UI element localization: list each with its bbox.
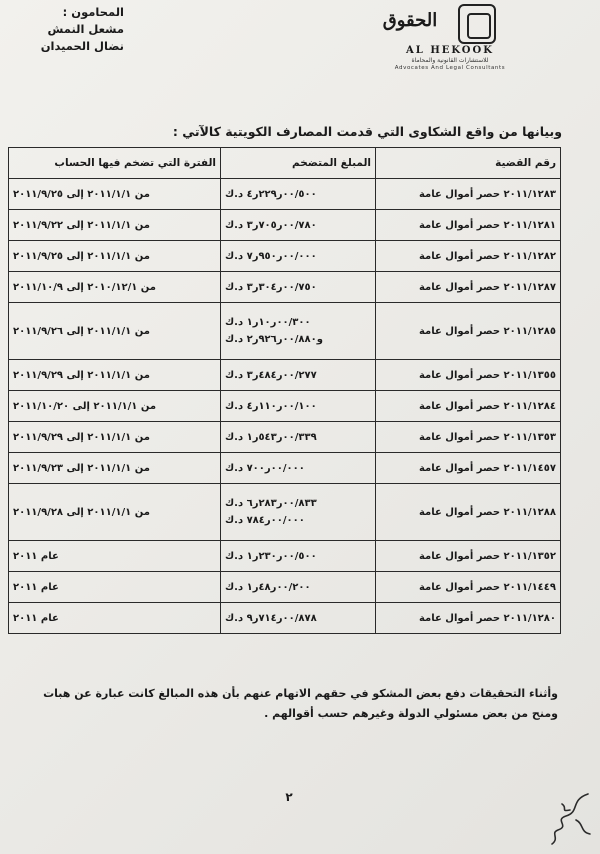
table-header-row	[9, 148, 561, 179]
cell-amount	[221, 179, 376, 210]
cell-period	[9, 303, 221, 360]
table-row	[9, 484, 561, 541]
cell-period	[9, 272, 221, 303]
period-line: من ٢٠١١/١/١ إلى ٢٠١١/٩/٢٣	[13, 462, 150, 474]
cases-table	[8, 147, 561, 634]
table-row	[9, 241, 561, 272]
cell-period	[9, 422, 221, 453]
page-number: ٢	[285, 790, 293, 804]
cell-case-number: ٢٠١١/١٣٥٥ حصر أموال عامة	[376, 360, 561, 391]
header-amount: المبلغ المتضخم	[221, 148, 376, 179]
amount-line: ٠٠/٠٠٠ر٧٨٤ د.ك	[225, 515, 305, 526]
cell-period	[9, 484, 221, 541]
lawyers-block	[14, 4, 124, 55]
amount-line: و٠٠/٨٨٠ر٩٢٦ر٢ د.ك	[225, 334, 323, 345]
period-line: عام ٢٠١١	[13, 550, 59, 562]
lawyer-name: مشعل النمش	[47, 22, 124, 36]
cell-case-number: ٢٠١١/١٢٨٥ حصر أموال عامة	[376, 303, 561, 360]
cell-amount	[221, 272, 376, 303]
header-period: الفترة التي تضخم فيها الحساب	[9, 148, 221, 179]
amount-line: ٠٠/١٠٠ر١١٠ر٤ د.ك	[225, 400, 317, 412]
logo-tagline-english: Advocates And Legal Consultants	[394, 65, 506, 71]
cell-period	[9, 360, 221, 391]
cell-case-number: ٢٠١١/١٤٥٧ حصر أموال عامة	[376, 453, 561, 484]
cell-amount	[221, 453, 376, 484]
cell-case-number: ٢٠١١/١٢٨٣ حصر أموال عامة	[376, 179, 561, 210]
table-row	[9, 179, 561, 210]
cell-amount	[221, 241, 376, 272]
amount-line: ٠٠/٢٧٧ر٤٨٤ر٣ د.ك	[225, 369, 317, 381]
table-row	[9, 391, 561, 422]
cell-case-number: ٢٠١١/١٣٥٣ حصر أموال عامة	[376, 422, 561, 453]
header-case-number: رقم القضية	[376, 148, 561, 179]
cell-case-number: ٢٠١١/١٢٨٧ حصر أموال عامة	[376, 272, 561, 303]
cell-case-number: ٢٠١١/١٢٨٠ حصر أموال عامة	[376, 603, 561, 634]
amount-line: ٠٠/٥٠٠ر٢٣٠ر١ د.ك	[225, 550, 317, 562]
table-row	[9, 422, 561, 453]
cell-amount	[221, 422, 376, 453]
cell-period	[9, 179, 221, 210]
table-row	[9, 453, 561, 484]
amount-line: ٠٠/٣٣٩ر٥٤٣ر١ د.ك	[225, 431, 317, 443]
table-row	[9, 360, 561, 391]
period-line: من ٢٠١١/١/١ إلى ٢٠١١/١٠/٢٠	[13, 400, 157, 412]
period-line: عام ٢٠١١	[13, 612, 59, 624]
cell-case-number: ٢٠١١/١٢٨٨ حصر أموال عامة	[376, 484, 561, 541]
cell-period	[9, 603, 221, 634]
period-line: من ٢٠١١/١/١ إلى ٢٠١١/٩/٢٢	[13, 219, 150, 231]
cell-period	[9, 572, 221, 603]
cell-amount	[221, 210, 376, 241]
cell-amount	[221, 360, 376, 391]
cell-amount	[221, 572, 376, 603]
cell-period	[9, 391, 221, 422]
period-line: من ٢٠١١/١/١ إلى ٢٠١١/٩/٢٦	[13, 325, 150, 337]
period-line: من ٢٠١٠/١٢/١ إلى ٢٠١١/١٠/٩	[13, 281, 156, 293]
table-row	[9, 541, 561, 572]
amount-line: ٠٠/٨٧٨ر٧١٤ر٩ د.ك	[225, 612, 317, 624]
cell-case-number: ٢٠١١/١٣٥٢ حصر أموال عامة	[376, 541, 561, 572]
cell-amount	[221, 603, 376, 634]
period-line: من ٢٠١١/١/١ إلى ٢٠١١/٩/٢٨	[13, 506, 150, 518]
cell-case-number: ٢٠١١/١٢٨١ حصر أموال عامة	[376, 210, 561, 241]
lawyers-heading: المحامون :	[62, 5, 124, 19]
signature	[540, 790, 598, 850]
logo-arabic-text: الحقوق	[382, 10, 438, 31]
amount-line: ٠٠/٧٥٠ر٣٠٤ر٣ د.ك	[225, 281, 317, 293]
cell-case-number: ٢٠١١/١٢٨٤ حصر أموال عامة	[376, 391, 561, 422]
period-line: من ٢٠١١/١/١ إلى ٢٠١١/٩/٢٩	[13, 369, 150, 381]
table-row	[9, 603, 561, 634]
period-line: من ٢٠١١/١/١ إلى ٢٠١١/٩/٢٥	[13, 250, 150, 262]
cell-period	[9, 453, 221, 484]
cell-amount	[221, 484, 376, 541]
table-row	[9, 210, 561, 241]
period-line: من ٢٠١١/١/١ إلى ٢٠١١/٩/٢٥	[13, 188, 150, 200]
cell-period	[9, 241, 221, 272]
amount-line: ٠٠/٣٠٠ر١٠ر١ د.ك	[225, 317, 311, 328]
period-line: عام ٢٠١١	[13, 581, 59, 593]
amount-line: ٠٠/٠٠٠ر٧٠٠ د.ك	[225, 462, 305, 474]
amount-line: ٠٠/٨٣٣ر٢٨٣ر٦ د.ك	[225, 498, 317, 509]
firm-logo	[375, 4, 530, 74]
cell-case-number: ٢٠١١/١٢٨٢ حصر أموال عامة	[376, 241, 561, 272]
logo-tagline-arabic: للاستشارات القانونية والمحاماة	[411, 57, 489, 64]
intro-sentence: وبيانها من واقع الشكاوى التي قدمت المصارف الكويتية كالآتي :	[172, 124, 562, 139]
period-line: من ٢٠١١/١/١ إلى ٢٠١١/٩/٢٩	[13, 431, 150, 443]
cell-amount	[221, 391, 376, 422]
cell-period	[9, 210, 221, 241]
amount-line: ٠٠/٠٠٠ر٩٥٠ر٧ د.ك	[225, 250, 317, 262]
logo-name: AL HEKOOK	[406, 45, 494, 56]
table-row	[9, 303, 561, 360]
cell-case-number: ٢٠١١/١٤٤٩ حصر أموال عامة	[376, 572, 561, 603]
amount-line: ٠٠/٢٠٠ر٤٨ر١ د.ك	[225, 581, 311, 593]
cell-period	[9, 541, 221, 572]
amount-line: ٠٠/٥٠٠ر٢٢٩ر٤ د.ك	[225, 188, 317, 200]
closing-paragraph: وأثناء التحقيقات دفع بعض المشكو في حقهم الاتهام عنهم بأن هذه المبالغ كانت عبارة عن هبات ومنح من بعض مسئولي الدولة وغيرهم حسب أقوالهم .	[43, 687, 558, 720]
cell-amount	[221, 303, 376, 360]
lawyer-name: نضال الحميدان	[40, 39, 124, 53]
cell-amount	[221, 541, 376, 572]
table-row	[9, 272, 561, 303]
logo-emblem-icon	[458, 4, 496, 44]
table-row	[9, 572, 561, 603]
amount-line: ٠٠/٧٨٠ر٧٠٥ر٣ د.ك	[225, 219, 317, 231]
